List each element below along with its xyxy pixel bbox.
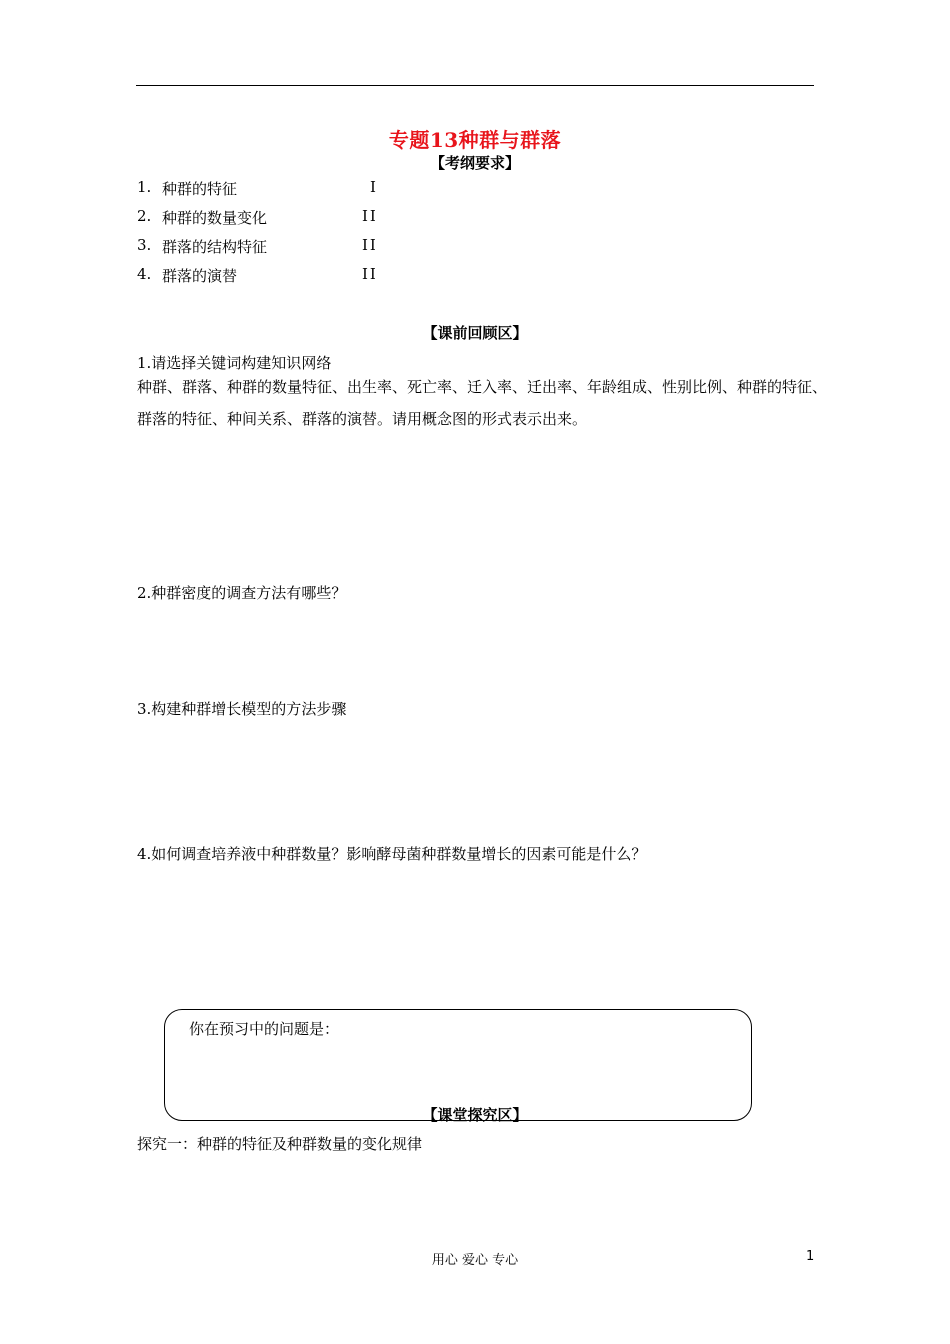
requirement-text: 群落的演替 (162, 267, 238, 285)
classroom-section-heading: 【课堂探究区】 (422, 1106, 528, 1124)
review-section-heading: 【课前回顾区】 (422, 324, 528, 342)
question-1-body: 种群、群落、种群的数量特征、出生率、死亡率、迁入率、迁出率、年龄组成、性别比例、种群的特征、群落的特征、种间关系、群落的演替。请用概念图的形式表示出来。 (137, 378, 828, 428)
requirement-level: II (362, 207, 378, 225)
question-3: 3.构建种群增长模型的方法步骤 (137, 700, 347, 718)
explore-1-heading: 探究一：种群的特征及种群数量的变化规律 (137, 1135, 423, 1153)
page-title: 专题13种群与群落 (388, 128, 562, 152)
requirements-heading: 【考纲要求】 (429, 154, 520, 172)
requirement-number: 4. (137, 265, 152, 283)
requirement-number: 1. (137, 178, 152, 196)
footer-motto: 用心 爱心 专心 (431, 1253, 519, 1268)
requirement-level: I (370, 178, 378, 196)
requirement-text: 种群的特征 (162, 180, 238, 198)
header-rule (136, 85, 814, 86)
requirement-level: II (362, 236, 378, 254)
question-1-title: 1.请选择关键词构建知识网络 (137, 354, 332, 372)
page-number: 1 (806, 1249, 815, 1264)
requirement-number: 3. (137, 236, 152, 254)
requirement-number: 2. (137, 207, 152, 225)
question-4: 4.如何调查培养液中种群数量？影响酵母菌种群数量增长的因素可能是什么？ (137, 845, 647, 863)
requirement-text: 群落的结构特征 (162, 238, 268, 256)
preview-box-label: 你在预习中的问题是： (189, 1020, 340, 1038)
requirement-level: II (362, 265, 378, 283)
question-2: 2.种群密度的调查方法有哪些？ (137, 584, 347, 602)
requirement-text: 种群的数量变化 (162, 209, 268, 227)
